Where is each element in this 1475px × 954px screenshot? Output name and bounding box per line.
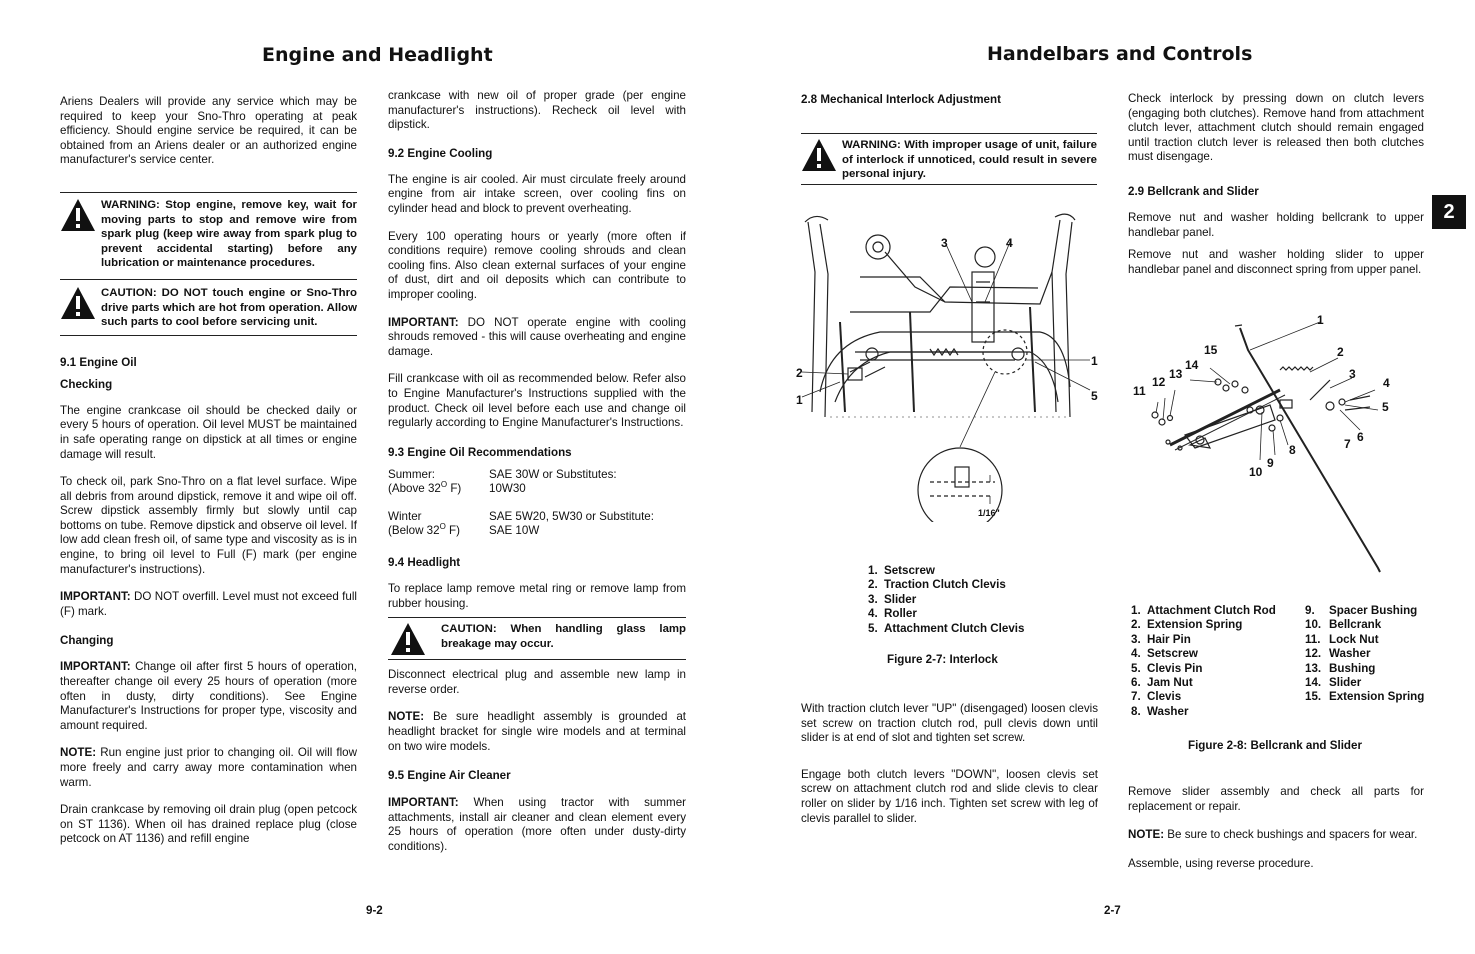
bellcrank-diagram [1130,310,1430,580]
legend-item: 12. Washer [1305,647,1371,661]
left-column-1 [60,95,357,847]
checking-paragraph-1: The engine crankcase oil should be checked daily or every 5 hours of operation. Oil level MUST be maintained in safe operating range on dipstick at all times or engine damage will result. [60,403,357,461]
legend-item: 5. Clevis Pin [1131,661,1203,675]
interlock-paragraph-2: Engage both clutch levers "DOWN", loosen clevis set screw on attachment clutch rod and slide clevis to clear roller on slider by 1/16 inch. Tighten set screw with leg of clevis parallel to slider. [801,767,1098,825]
continued-paragraph: crankcase with new oil of proper grade (per engine manufacturer's instructions). Recheck oil level with dipstick. [388,89,686,132]
left-page-title: Engine and Headlight [262,44,493,66]
callout-14-bellcrank: 14 [1185,358,1199,372]
figure-2-8-legend-right [1305,604,1424,705]
callout-12-bellcrank: 12 [1152,375,1166,389]
right-column-1 [801,93,1097,185]
bellcrank-paragraph-2: Remove nut and washer holding slider to upper handlebar panel and disconnect spring from upper panel. [1128,248,1424,276]
section-heading-9-3: 9.3 Engine Oil Recommendations [388,445,572,459]
legend-item: 5. Attachment Clutch Clevis [868,621,1025,635]
section-heading-9-5: 9.5 Engine Air Cleaner [388,769,511,783]
callout-2-bellcrank: 2 [1337,345,1344,359]
callout-10-bellcrank: 10 [1249,465,1263,479]
cooling-paragraph-1: The engine is air cooled. Air must circulate freely around engine from air intake screen, over cooling fins on cylinder head and block to prevent overheating. [388,172,686,215]
callout-1: 1 [796,393,803,407]
remove-slider-paragraph: Remove slider assembly and check all parts for replacement or repair. [1128,785,1424,813]
legend-item: 9. Spacer Bushing [1305,604,1418,617]
important-paragraph-3: IMPORTANT: DO NOT operate engine with cooling shrouds removed - this will cause overheating and engine damage. [388,315,686,358]
caution-triangle-icon [388,622,436,656]
caution-text: CAUTION: DO NOT touch engine or Sno-Thro drive parts which are hot from operation. Allow such parts to cool before servicing unit. [101,286,357,329]
subheading-checking: Checking [60,377,113,391]
callout-13-bellcrank: 13 [1169,367,1183,381]
legend-item: 14. Slider [1305,676,1362,690]
drain-paragraph: Drain crankcase by removing oil drain plug (open petcock on ST 1136). When oil has drained replace plug (close petcock on AT 1136) and refill engine [60,803,357,846]
section-tab: 2 [1432,195,1466,229]
note-paragraph-2: NOTE: Be sure headlight assembly is grounded at headlight bracket for single wire models and at terminal on two wire models. [388,710,686,753]
left-column-2 [388,89,686,855]
section-heading-9-2: 9.2 Engine Cooling [388,146,493,160]
callout-3: 3 [941,236,948,250]
caution-text-2: CAUTION: When handling glass lamp breakage may occur. [441,623,686,650]
divider [60,192,357,193]
bellcrank-paragraph-1: Remove nut and washer holding bellcrank to upper handlebar panel. [1128,210,1424,239]
disconnect-paragraph: Disconnect electrical plug and assemble new lamp in reverse order. [388,668,686,696]
figure-2-7-legend [868,564,1024,636]
divider [388,659,686,660]
callout-1-right: 1 [1091,354,1098,368]
legend-item: 2. Extension Spring [1131,618,1243,632]
legend-item: 4. Roller [868,607,917,621]
legend-item: 11. Lock Nut [1305,632,1379,646]
section-heading-9-1: 9.1 Engine Oil [60,355,137,369]
caution-triangle-icon [60,286,96,320]
divider [388,617,686,618]
intro-paragraph: Ariens Dealers will provide any service which may be required to keep your Sno-Thro operating at peak efficiency. Should engine service be required, it can be obtained from an Ariens dealer or an authorized engine manufacturer's service center. [60,95,357,167]
legend-item: 2. Traction Clutch Clevis [868,578,1006,592]
legend-item: 4. Setscrew [1131,647,1198,661]
warning-box [60,198,357,271]
warning-text-2: WARNING: With improper usage of unit, failure of interlock if unnoticed, could result in severe personal injury. [842,139,1097,181]
important-paragraph-1: IMPORTANT: DO NOT overfill. Level must not exceed full (F) mark. [60,590,357,618]
right-page-title: Handelbars and Controls [987,43,1253,65]
callout-1-bellcrank: 1 [1317,313,1324,327]
section-heading-2-9: 2.9 Bellcrank and Slider [1128,184,1259,198]
section-heading-2-8: 2.8 Mechanical Interlock Adjustment [801,93,1001,106]
callout-9-bellcrank: 9 [1267,456,1274,470]
warning-box-2 [801,138,1097,182]
important-paragraph-2: IMPORTANT: Change oil after first 5 hours of operation, thereafter change oil every 25 hours of operation (more often in dusty, dirty conditions). See Engine Manufacturer's Instructions for proper type, viscosity and amount required. [60,660,357,732]
inset-dimension-label: 1/16" [978,508,1000,518]
cooling-paragraph-2: Every 100 operating hours or yearly (more often if conditions require) remove cooling shrouds and clean cooling fins. Also clean external surfaces of your engine of dust, dirt and oil deposits which can contribute to improper cooling. [388,229,686,301]
callout-8-bellcrank: 8 [1289,443,1296,457]
legend-item: 1. Attachment Clutch Rod [1131,604,1276,617]
divider [60,279,357,280]
right-column-1-bottom [801,702,1098,826]
oil-spec-summer: Summer: SAE 30W or Substitutes: (Above $32^O$ F) 10W30 [388,467,617,496]
legend-item: 15. Extension Spring [1305,690,1425,704]
right-column-2-bottom [1128,785,1424,871]
assemble-paragraph: Assemble, using reverse procedure. [1128,856,1314,870]
callout-5-bellcrank: 5 [1382,400,1389,414]
warning-triangle-icon [60,198,96,232]
check-interlock-paragraph: Check interlock by pressing down on clutch levers (engaging both clutches). Remove hand from attachment clutch lever, attachment clutch should remain engaged until traction clutch lever is released then both clutches must disengage. [1128,92,1424,164]
legend-item: 1. Setscrew [868,564,935,577]
divider [801,184,1097,185]
callout-11-bellcrank: 11 [1133,384,1146,398]
divider [60,335,357,336]
callout-3-bellcrank: 3 [1349,367,1356,381]
caution-box-2 [388,622,686,656]
interlock-paragraph-1: With traction clutch lever "UP" (disengaged) loosen clevis set screw on traction clutch rod, pull clevis down until slider is at end of slot and tighten set screw. [801,702,1098,745]
right-page-number: 2-7 [1104,904,1121,917]
subheading-changing: Changing [60,634,114,648]
legend-item: 7. Clevis [1131,690,1182,704]
important-paragraph-4: IMPORTANT: When using tractor with summer attachments, install air cleaner and clean element every 25 hours of operation (more often under dusty-dirty conditions). [388,796,686,853]
legend-item: 10. Bellcrank [1305,618,1382,632]
callout-4-bellcrank: 4 [1383,376,1390,390]
legend-item: 3. Slider [868,592,917,606]
section-heading-9-4: 9.4 Headlight [388,556,461,570]
divider [801,133,1097,134]
oil-spec-winter: Winter SAE 5W20, 5W30 or Substitute: (Below $32^O$ F) SAE 10W [388,509,654,538]
figure-2-7-caption: Figure 2-7: Interlock [887,653,998,666]
right-column-2 [1128,92,1424,277]
caution-box [60,286,357,330]
fill-paragraph: Fill crankcase with oil as recommended below. Refer also to Engine Manufacturer's Instructions supplied with the product. Check oil level before each use and change oil regularly according to Engine Manufacturer's Instructions. [388,372,686,430]
legend-item: 8. Washer [1131,704,1189,718]
legend-item: 3. Hair Pin [1131,632,1191,646]
interlock-diagram [790,212,1105,522]
callout-7-bellcrank: 7 [1344,437,1351,451]
warning-triangle-icon [801,138,837,172]
warning-text: WARNING: Stop engine, remove key, wait for moving parts to stop and remove wire from spark plug (keep wire away from spark plug to prevent accidental starting) before any lubrication or maintenance procedures. [101,198,357,270]
checking-paragraph-2: To check oil, park Sno-Thro on a flat level surface. Wipe all debris from around dipstick, remove it and wipe oil off. Screw dipstick assembly firmly but slowly until cap bottoms on tube. Remove dipstick and observe oil level. If low add clean fresh oil, of same type and viscosity as is in engine, to bring oil level to Full (F) mark (per engine manufacturer's instructions). [60,475,357,576]
figure-2-8-caption: Figure 2-8: Bellcrank and Slider [1188,739,1362,752]
note-paragraph-3: NOTE: Be sure to check bushings and spacers for wear. [1128,828,1418,842]
legend-item: 6. Jam Nut [1131,676,1193,690]
legend-item: 13. Bushing [1305,661,1376,675]
callout-4: 4 [1006,236,1013,250]
callout-2: 2 [796,366,803,380]
note-paragraph-1: NOTE: Run engine just prior to changing oil. Oil will flow more freely and carry away more contamination when warm. [60,746,357,789]
headlight-paragraph: To replace lamp remove metal ring or remove lamp from rubber housing. [388,582,686,610]
left-page-number: 9-2 [366,904,383,917]
figure-2-8-legend-left [1131,604,1276,719]
callout-6-bellcrank: 6 [1357,430,1364,444]
callout-15-bellcrank: 15 [1204,343,1218,357]
callout-5: 5 [1091,389,1098,403]
